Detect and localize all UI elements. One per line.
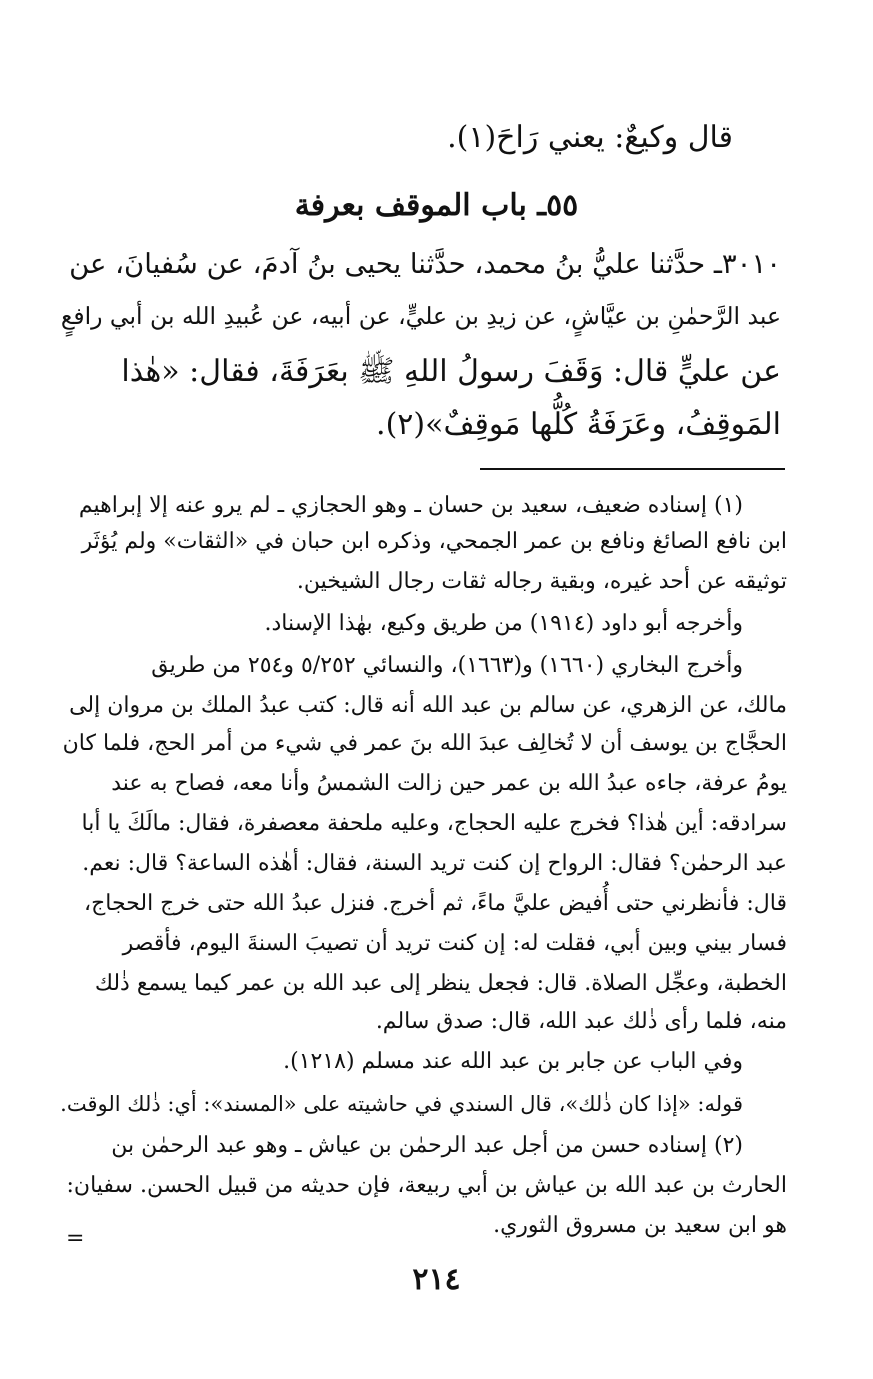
footnote-line: وأخرج البخاري (١٦٦٠) و(١٦٦٣)، والنسائي ٥/٢٥٢ و٢٥٤ من طريق [151,653,743,678]
footnote-line: (٢) إسناده حسن من أجل عبد الرحمٰن بن عياش ـ وهو عبد الرحمٰن بن [111,1133,743,1158]
hadith-line: عبد الرَّحمٰنِ بن عيَّاشٍ، عن زيدِ بن عليٍّ، عن أبيه، عن عُبيدِ الله بن أبي رافعٍ [60,302,781,330]
footnote-line: منه، فلما رأى ذٰلك عبد الله، قال: صدق سالم. [375,1009,787,1034]
hadith-line: عن عليٍّ قال: وَقَفَ رسولُ اللهِ ﷺ بعَرَفَةَ، فقال: «هٰذا [121,354,781,389]
page-number: ٢١٤ [412,1262,461,1297]
footnote-line: قال: فأنظرني حتى أُفيض عليَّ ماءً، ثم أخرج. فنزل عبدُ الله حتى خرج الحجاج، [83,891,787,916]
footnote-line: ابن نافع الصائغ ونافع بن عمر الجمحي، وذكره ابن حبان في «الثقات» ولم يُؤثَر [81,529,787,554]
continuation-mark: = [66,1226,85,1251]
footnote-line: وأخرجه أبو داود (١٩١٤) من طريق وكيع، بهٰذا الإسناد. [264,611,743,636]
chapter-heading: ٥٥ـ باب الموقف بعرفة [294,188,579,223]
hadith-line: ٣٠١٠ـ حدَّثنا عليُّ بنُ محمد، حدَّثنا يحيى بنُ آدمَ، عن سُفيانَ، عن [69,248,781,280]
footnote-line: هو ابن سعيد بن مسروق الثوري. [493,1213,787,1238]
hadith-line: المَوقِفُ، وعَرَفَةُ كُلُّها مَوقِفٌ»(٢). [376,407,781,442]
footnote-line: الخطبة، وعجِّل الصلاة. قال: فجعل ينظر إلى عبد الله بن عمر كيما يسمع ذٰلك [94,971,787,996]
footnote-line: وفي الباب عن جابر بن عبد الله عند مسلم (١٢١٨). [283,1049,743,1074]
footnote-line: سرادقه: أين هٰذا؟ فخرج عليه الحجاج، وعليه ملحفة معصفرة، فقال: مالَكَ يا أبا [81,811,787,836]
footnote-line: عبد الرحمٰن؟ فقال: الرواح إن كنت تريد السنة، فقال: أهٰذه الساعة؟ قال: نعم. [82,851,787,876]
footnote-line: فسار بيني وبين أبي، فقلت له: إن كنت تريد أن تصيبَ السنةَ اليوم، فأقصر [122,931,787,956]
footnote-line: الحجَّاج بن يوسف أن لا تُخالِف عبدَ الله بنَ عمر في شيء من أمر الحج، فلما كان [62,731,787,756]
footnote-line: يومُ عرفة، جاءه عبدُ الله بن عمر حين زالت الشمسُ وأنا معه، فصاح به عند [111,771,787,796]
footnote-line: (١) إسناده ضعيف، سعيد بن حسان ـ وهو الحجازي ـ لم يرو عنه إلا إبراهيم [78,493,743,518]
footnote-line: الحارث بن عبد الله بن عياش بن أبي ربيعة، فإن حديثه من قبيل الحسن. سفيان: [66,1173,787,1198]
footnote-line: توثيقه عن أحد غيره، وبقية رجاله ثقات رجال الشيخين. [296,569,787,594]
footnote-line: مالك، عن الزهري، عن سالم بن عبد الله أنه قال: كتب عبدُ الملك بن مروان إلى [69,693,787,718]
intro-line: قال وكيعٌ: يعني رَاحَ(١). [447,120,733,155]
footnote-line: قوله: «إذا كان ذٰلك»، قال السندي في حاشيته على «المسند»: أي: ذٰلك الوقت. [60,1092,743,1116]
footnote-separator [480,468,785,470]
